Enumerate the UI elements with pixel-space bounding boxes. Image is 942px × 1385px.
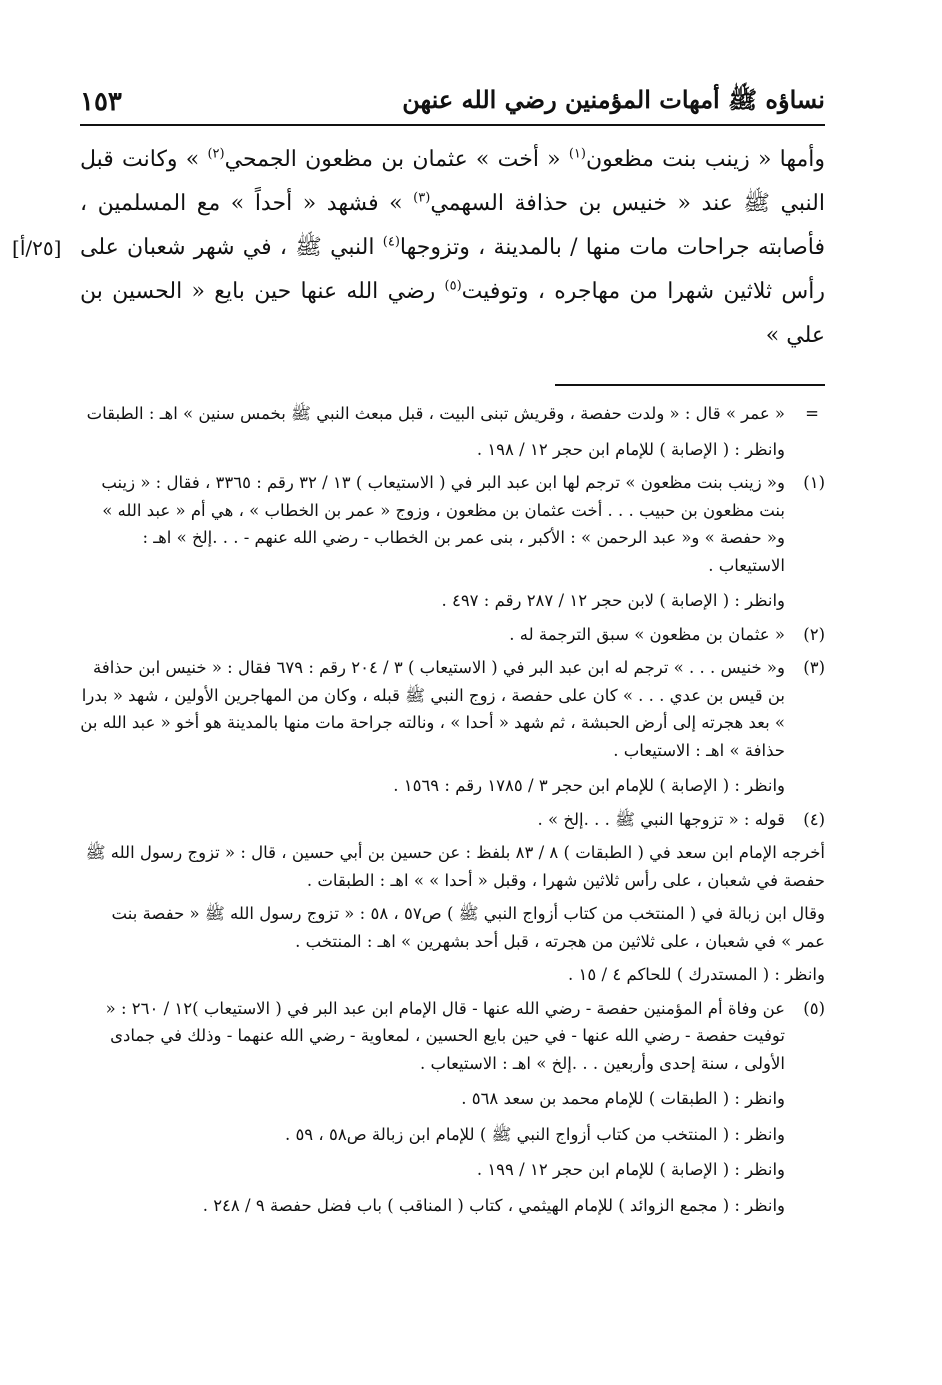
footnote-2 [80, 621, 825, 649]
footnote-body [80, 995, 785, 1220]
footnote-number: (٢) [803, 624, 825, 644]
footnote-ref-1[interactable]: (١) [568, 146, 586, 162]
footnote-3 [80, 654, 825, 800]
footnote-ref-4[interactable]: (٤) [382, 234, 400, 250]
footnote-separator [555, 384, 825, 386]
main-text [12, 138, 826, 358]
footnote-ref-2[interactable]: (٢) [207, 146, 225, 162]
continued-mark: = [805, 404, 819, 423]
footnote-number: (٤) [803, 809, 825, 829]
footnote-continued [80, 400, 825, 463]
footnote-paragraph: وانظر : ( الإصابة ) للإمام ابن حجر ١٢ / ١٩٩ . [476, 1160, 785, 1179]
footnote-paragraph: و« خنيس . . . » ترجم له ابن عبد البر في ( الاستيعاب ) ٣ / ٢٠٤ رقم : ٦٧٩ فقال : « خنيس ابن حذافة بن قيس بن عدي . . . » كان على حفصة ، زوج النبي ﷺ قبله ، وكان من المهاجرين الأولين ، شهد « بدرا » بعد هجرته إلى أرض الحبشة ، ثم شهد « أحدا » ، ونالته جراحة مات منها بالمدينة هو أخو « عبد الله بن حذافة » اهـ : الاستيعاب . [80, 658, 785, 760]
footnote-paragraph: وانظر : ( الإصابة ) للإمام ابن حجر ٣ / ١٧٨٥ رقم : ١٥٦٩ . [393, 776, 785, 795]
footnote-paragraph: و« زينب بنت مظعون » ترجم لها ابن عبد البر في ( الاستيعاب ) ١٣ / ٣٢ رقم : ٣٣٦٥ ، فقال : « زينب بنت مظعون بن حبيب . . . أخت عثمان بن مظعون ، وزوج « عمر بن الخطاب » ، هي أم « عبد الله » و« حفصة » و« عبد الرحمن » : الأكبر ، بنى عمر بن الخطاب - رضي الله عنهم - . . .إلخ » اهـ : الاستيعاب . [101, 473, 785, 575]
running-header [80, 80, 825, 126]
margin-folio-note: [٢٥/أ] [12, 236, 62, 260]
page-number: ١٥٣ [80, 87, 122, 117]
main-text-segment: وأمها « زينب بنت مظعون [585, 147, 825, 172]
footnote-paragraph: وانظر : ( الإصابة ) للإمام ابن حجر ١٢ / ١٩٨ . [476, 439, 785, 459]
footnote-number: (٣) [803, 658, 825, 677]
footnote-paragraph: وانظر : ( الإصابة ) لابن حجر ١٢ / ٢٨٧ رقم : ٤٩٧ . [441, 591, 785, 610]
main-text-segment: « أخت » عثمان بن مظعون الجمحي [224, 147, 569, 172]
footnote-4 [80, 806, 825, 834]
footnote-1 [80, 469, 825, 615]
footnote-5 [80, 995, 825, 1220]
footnote-body [80, 806, 785, 834]
footnotes [80, 400, 825, 1219]
footnote-paragraph: وقال ابن زبالة في ( المنتخب من كتاب أزواج النبي ﷺ ) ص٥٧ ، ٥٨ : « تزوج رسول الله ﷺ « حفصة بنت عمر » في شعبان ، على ثلاثين من هجرته ، قبل أحد بشهرين » اهـ : المنتخب . [111, 904, 825, 951]
footnote-number: (١) [803, 473, 825, 492]
footnote-number: (٥) [803, 998, 825, 1018]
footnote-paragraph: وانظر : ( المستدرك ) للحاكم ٤ / ١٥ . [568, 965, 825, 984]
footnote-paragraph: قوله : « تزوجها النبي ﷺ . . .إلخ » . [537, 809, 785, 829]
main-text-segment: النبي ﷺ ، في شهر شعبان على رأس ثلاثين شهرا من مهاجره ، وتوفيت [80, 235, 826, 304]
footnote-paragraph: « عثمان بن مظعون » سبق الترجمة له . [509, 624, 785, 644]
footnote-body [80, 621, 785, 649]
footnote-paragraph: « عمر » قال : « ولدت حفصة ، وقريش تبنى البيت ، قبل مبعث النبي ﷺ بخمس سنين » اهـ : الطبقات [86, 404, 785, 423]
main-text-segment: » وكانت قبل النبي ﷺ عند « خنيس بن حذافة السهمي [80, 147, 825, 216]
footnote-body [80, 469, 785, 615]
footnote-paragraph: عن وفاة أم المؤمنين حفصة - رضي الله عنها - قال الإمام ابن عبد البر في ( الاستيعاب )١٢ / ٢٦٠ : « توفيت حفصة - رضي الله عنها - في حين بايع الحسين ، لمعاوية - رضي الله عنهما - وذلك في جمادى الأولى ، سنة إحدى وأربعين . . .إلخ » اهـ : الاستيعاب . [105, 998, 785, 1073]
main-paragraph [80, 138, 825, 358]
footnote-paragraph: أخرجه الإمام ابن سعد في ( الطبقات ) ٨ / ٨٣ بلفظ : عن حسين بن أبي حسين ، قال : « تزوج رسول الله ﷺ حفصة في شعبان ، على رأس ثلاثين شهرا ، وقبل « أحدا » » اهـ : الطبقات . [85, 843, 825, 890]
footnote-paragraph: وانظر : ( مجمع الزوائد ) للإمام الهيثمي ، كتاب ( المناقب ) باب فضل حفصة ٩ / ٢٤٨ . [202, 1195, 785, 1215]
main-text-segment: رضي الله عنها حين بايع « الحسين بن علي » [80, 279, 825, 348]
footnote-ref-5[interactable]: (٥) [444, 278, 462, 294]
footnote-paragraph: وانظر : ( الطبقات ) للإمام محمد بن سعد ٥٦٨ . [461, 1089, 785, 1108]
main-text-segment: » فشهد « أحداً » مع المسلمين ، فأصابته جراحات مات منها / بالمدينة ، وتزوجها [80, 191, 826, 260]
footnote-ref-3[interactable]: (٣) [413, 190, 431, 206]
footnote-body [80, 654, 785, 800]
header-title: نساؤه ﷺ أمهات المؤمنين رضي الله عنهن [402, 84, 825, 114]
footnote-paragraph: وانظر : ( المنتخب من كتاب أزواج النبي ﷺ ) للإمام ابن زبالة ص٥٨ ، ٥٩ . [284, 1124, 785, 1144]
page [12, 80, 826, 1219]
footnote-4-continuation [80, 839, 825, 989]
